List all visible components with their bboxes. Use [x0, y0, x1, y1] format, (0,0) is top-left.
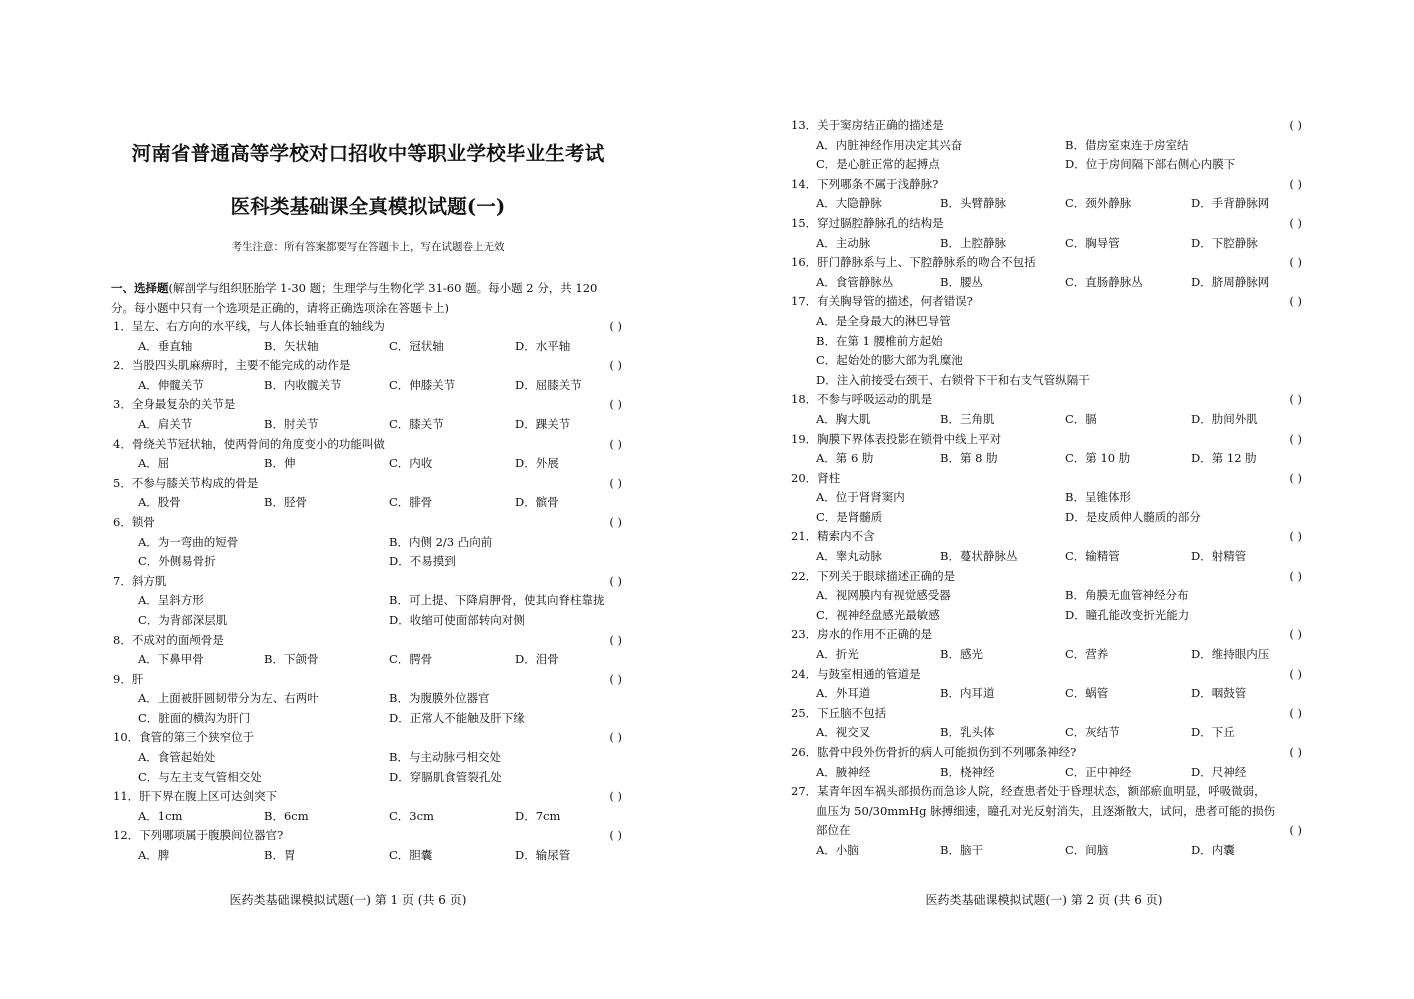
- answer-blank: ( ): [609, 475, 622, 490]
- answer-blank: ( ): [609, 671, 622, 686]
- question-stem: 27．某青年因车祸头部损伤而急诊人院，经查患者处于昏理状态，额部瘀血明显，呼吸微弱，: [791, 784, 1266, 799]
- answer-blank: ( ): [1289, 294, 1302, 309]
- question-options: C．与左主支气管相交处 D．穿膈肌食管裂孔处: [138, 769, 502, 784]
- question-option: A．是全身最大的淋巴导管: [816, 313, 951, 328]
- question-options: A．视交叉 B．乳头体 C．灰结节 D．下丘: [816, 725, 1235, 740]
- section-instructions: 一、选择题(解剖学与组织胚胎学 1-30 题；生理学与生物化学 31-60 题。每小题 2 分，共 120 分。每小题中只有一个选项是正确的，请将正确选项涂在答题卡上): [111, 281, 598, 315]
- section-heading: 一、选择题: [111, 281, 169, 295]
- question-options: C．外侧易骨折 D．不易摸到: [138, 554, 456, 569]
- question-options: A．位于肾肾窦内 B．呈锥体形: [816, 490, 1131, 505]
- exam-title: 河南省普通高等学校对口招收中等职业学校毕业生考试: [131, 142, 605, 165]
- question-options: A．主动脉 B．上腔静脉 C．胸导管 D．下腔静脉: [816, 235, 1258, 250]
- answer-blank: ( ): [1289, 118, 1302, 132]
- answer-blank: ( ): [1289, 705, 1302, 720]
- question-options: A．垂直轴 B．矢状轴 C．冠状轴 D．水平轴: [138, 338, 571, 353]
- question-stem: 10．食管的第三个狭窄位于 ( ): [108, 728, 628, 748]
- question-stem: 16．肝门静脉系与上、下腔静脉系的吻合不包括 ( ): [786, 253, 1302, 273]
- question-stem: 6．锁骨 ( ): [108, 513, 628, 533]
- answer-blank: ( ): [1289, 431, 1302, 446]
- question-stem: 22．下列关于眼球描述正确的是 ( ): [786, 567, 1302, 587]
- answer-blank: ( ): [609, 397, 622, 412]
- question-stem: 8．不成对的面颅骨是 ( ): [108, 631, 628, 651]
- answer-blank: ( ): [609, 436, 622, 451]
- question-options: A．下鼻甲骨 B．下颌骨 C．腭骨 D．泪骨: [138, 652, 559, 667]
- question-options: A．胸大肌 B．三角肌 C．膈 D．肋间外肌: [816, 411, 1258, 426]
- answer-blank: ( ): [1289, 666, 1302, 681]
- question-options: A．视网膜内有视觉感受器 B．角膜无血管神经分布: [816, 588, 1189, 603]
- answer-blank: ( ): [1289, 392, 1302, 407]
- question-options: A．呈斜方形 B．可上提、下降肩胛骨，使其向脊柱靠拢: [138, 593, 605, 608]
- answer-blank: ( ): [1289, 823, 1302, 838]
- question-options: A．睾丸动脉 B．蔓状静脉丛 C．输精管 D．射精管: [816, 549, 1247, 564]
- question-stem: 17．有关胸导管的描述，何者错误? ( ): [786, 292, 1302, 312]
- question-options: A．食管静脉丛 B．腰丛 C．直肠静脉丛 D．脐周静脉网: [816, 274, 1270, 289]
- question-options: C．是肾髓质 D．是皮质伸人髓质的部分: [816, 509, 1201, 524]
- question-options: A．伸髋关节 B．内收髋关节 C．伸膝关节 D．屈膝关节: [138, 377, 582, 392]
- question-options: A．肩关节 B．肘关节 C．膝关节 D．踝关节: [138, 416, 571, 431]
- question-stem: 13．关于窦房结正确的描述是 ( ): [786, 116, 1302, 136]
- question-list: [108, 317, 628, 866]
- candidate-notice: 考生注意：所有答案都要写在答题卡上，写在试题卷上无效: [231, 241, 505, 253]
- question-stem: 9．肝 ( ): [108, 670, 628, 690]
- question-options: A．上面被肝圆韧带分为左、右两叶 B．为腹膜外位器官: [138, 691, 490, 706]
- answer-blank: ( ): [609, 730, 622, 745]
- question-stem-continued: 血压为 50/30mmHg 脉搏细速，瞳孔对光反射消失，且逐渐散大，试问，患者可能的损伤: [816, 803, 1276, 818]
- question-stem: 20．肾柱 ( ): [786, 469, 1302, 489]
- answer-blank: ( ): [609, 632, 622, 647]
- answer-blank: ( ): [1289, 627, 1302, 642]
- question-options: A．折光 B．感光 C．营养 D．维持眼内压: [816, 647, 1270, 662]
- question-stem: 3．全身最复杂的关节是 ( ): [108, 395, 628, 415]
- question-stem: 21．精索内不含 ( ): [786, 527, 1302, 547]
- question-stem: 4．骨绕关节冠状轴，使两骨间的角度变小的功能叫做 ( ): [108, 435, 628, 455]
- question-stem: 11．肝下界在腹上区可达剑突下 ( ): [108, 787, 628, 807]
- answer-blank: ( ): [1289, 176, 1302, 191]
- question-stem: 24．与鼓室相通的管道是 ( ): [786, 665, 1302, 685]
- page-footer: 医药类基础课模拟试题(一) 第 2 页 (共 6 页): [925, 893, 1163, 907]
- question-options: A．屈 B．伸 C．内收 D．外展: [138, 456, 559, 471]
- answer-blank: ( ): [1289, 215, 1302, 230]
- question-stem: 1．呈左、右方向的水平线，与人体长轴垂直的轴线为 ( ): [108, 317, 628, 337]
- question-options: A．内脏神经作用决定其兴奋 B．借房室束连于房室结: [816, 137, 1189, 152]
- answer-blank: ( ): [609, 358, 622, 373]
- question-options: A．第 6 肋 B．第 8 肋 C．第 10 肋 D．第 12 肋: [816, 451, 1257, 466]
- question-stem: 23．房水的作用不正确的是 ( ): [786, 625, 1302, 645]
- question-stem: 5．不参与膝关节构成的骨是 ( ): [108, 474, 628, 494]
- question-options: A．大隐静脉 B．头臂静脉 C．颈外静脉 D．手背静脉网: [816, 196, 1270, 211]
- answer-blank: ( ): [1289, 568, 1302, 583]
- question-stem: 25．下丘脑不包括 ( ): [786, 704, 1302, 724]
- question-stem: 14．下列哪条不属于浅静脉? ( ): [786, 175, 1302, 195]
- answer-blank: ( ): [1289, 745, 1302, 759]
- answer-blank: ( ): [1289, 470, 1302, 485]
- question-stem: 19．胸膜下界体表投影在锁骨中线上平对 ( ): [786, 430, 1302, 450]
- question-options: A．1cm B．6cm C．3cm D．7cm: [138, 808, 561, 823]
- page-footer: 医药类基础课模拟试题(一) 第 1 页 (共 6 页): [229, 893, 467, 907]
- question-stem: 26．肱骨中段外伤骨折的病人可能损伤到不列哪条神经? ( ): [786, 743, 1302, 763]
- answer-blank: ( ): [1289, 255, 1302, 270]
- question-options: A．腋神经 B．桡神经 C．正中神经 D．尺神经: [816, 764, 1247, 779]
- question-options: A．外耳道 B．内耳道 C．蜗管 D．咽鼓管: [816, 686, 1247, 701]
- question-stem-continued: 部位在 ( ): [786, 821, 1302, 841]
- question-options: C．为背部深层肌 D．收缩可使面部转向对侧: [138, 612, 525, 627]
- exam-page-2: [786, 0, 1302, 999]
- question-options: A．脾 B．胃 C．胆囊 D．输尿管: [138, 848, 571, 863]
- question-list: [786, 116, 1302, 861]
- question-options: C．视神经盘感光最敏感 D．瞳孔能改变折光能力: [816, 607, 1190, 622]
- question-stem: 18．不参与呼吸运动的肌是 ( ): [786, 390, 1302, 410]
- question-options: C．是心脏正常的起搏点 D．位于房间隔下部右侧心内膜下: [816, 157, 1236, 172]
- answer-blank: ( ): [1289, 529, 1302, 544]
- question-options: A．食管起始处 B．与主动脉弓相交处: [138, 750, 501, 765]
- answer-blank: ( ): [609, 828, 622, 843]
- question-options: A．股骨 B．胫骨 C．腓骨 D．髌骨: [138, 495, 559, 510]
- question-option: B．在第 1 腰椎前方起始: [816, 333, 943, 348]
- question-stem: 15．穿过膈腔静脉孔的结构是 ( ): [786, 214, 1302, 234]
- exam-subtitle: 医科类基础课全真模拟试题(一): [230, 195, 506, 218]
- answer-blank: ( ): [609, 319, 622, 333]
- answer-blank: ( ): [609, 514, 622, 529]
- question-stem: 7．斜方肌 ( ): [108, 572, 628, 592]
- question-stem: 12．下列哪项属于腹膜间位器官? ( ): [108, 826, 628, 846]
- question-option: C．起始处的膨大部为乳糜池: [816, 353, 963, 368]
- question-options: C．脏面的横沟为肝门 D．正常人不能触及肝下缘: [138, 710, 525, 725]
- answer-blank: ( ): [609, 573, 622, 588]
- question-option: D．注入前接受右颈干、右锁骨下干和右支气管纵隔干: [816, 372, 1090, 387]
- question-options: A．为一弯曲的短骨 B．内侧 2/3 凸向前: [138, 534, 493, 549]
- question-stem: 2．当股四头肌麻痹时，主要不能完成的动作是 ( ): [108, 356, 628, 376]
- exam-page-1: [108, 0, 628, 999]
- answer-blank: ( ): [609, 789, 622, 804]
- question-options: A．小脑 B．脑干 C．间脑 D．内囊: [816, 842, 1235, 857]
